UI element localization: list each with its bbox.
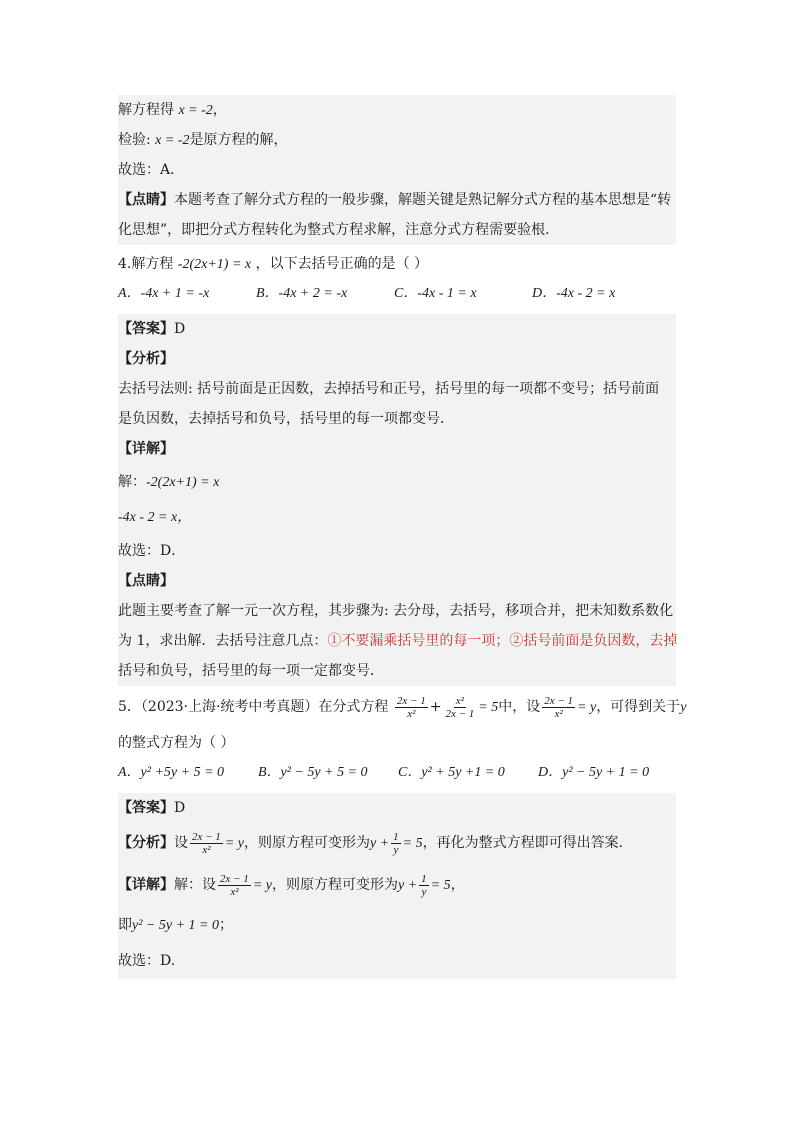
choice-line: 故选：D. (118, 953, 176, 969)
option-a: A．-4x + 1 = -x (118, 286, 210, 301)
fraction: $\frac{\text{x²}}{2x - 1}$ (445, 694, 475, 720)
tip-line: 化思想”，即把分式方程转化为整式方程求解，注意分式方程需要验根． (118, 222, 560, 238)
option-c: C．-4x - 1 = x (394, 286, 477, 301)
option-a: A．y² +5y + 5 = 0 (118, 765, 225, 780)
tip-line: 为 1，求出解．去括号注意几点：①不要漏乘括号里的每一项；②括号前面是负因数，去掉 (118, 633, 678, 649)
question-4-solution (118, 314, 676, 686)
analysis-line: 去括号法则: 括号前面是正因数，去掉括号和正号，括号里的每一项都不变号；括号前面 (118, 381, 660, 397)
question-4-options (118, 279, 676, 309)
tip-label: 【点睛】 (118, 192, 174, 208)
tip-line: 【点睛】本题考查了解分式方程的一般步骤，解题关键是熟记解分式方程的基本思想是“转 (118, 192, 672, 208)
answer-line: 【答案】D (118, 321, 186, 337)
detail-line: 即y² − 5y + 1 = 0； (118, 917, 233, 933)
analysis-line: 是负因数，去掉括号和负号，括号里的每一项都变号． (118, 411, 454, 427)
question-5-stem-line2: 的整式方程为（ ） (118, 735, 235, 751)
analysis-line: 【分析】设 $\frac{2x - 1}{\text{x²}}$ = y，则原方程可变形为y + $\frac{1}{y}$ = 5，再化为整式方程即可得出答案. (118, 830, 624, 856)
tip-line: 括号和负号，括号里的每一项一定都变号． (118, 663, 384, 679)
detail-line: 解：-2(2x+1) = x (118, 474, 220, 490)
fraction: $\frac{1}{y}$ (393, 830, 399, 856)
option-d: D．y² − 5y + 1 = 0 (538, 765, 650, 780)
fraction: $\frac{2x - 1}{\text{x²}}$ (544, 694, 574, 720)
question-5-solution (118, 793, 676, 979)
fraction: $\frac{1}{y}$ (421, 872, 427, 898)
fraction: $\frac{2x - 1}{\text{x²}}$ (192, 830, 221, 856)
question-5-options (118, 758, 676, 788)
fraction: $\frac{2x - 1}{\text{x²}}$ (396, 694, 426, 720)
highlighted-note: ①不要漏乘括号里的每一项；②括号前面是负因数，去掉 (327, 633, 678, 649)
fraction: $\frac{2x - 1}{\text{x²}}$ (220, 872, 249, 898)
detail-label: 【详解】 (118, 441, 174, 457)
option-b: B．y² − 5y + 5 = 0 (258, 765, 368, 780)
choice-line: 故选：A． (118, 162, 185, 178)
previous-solution-block (118, 95, 676, 245)
tip-line: 此题主要考查了解一元一次方程，其步骤为: 去分母，去括号，移项合并，把未知数系数化 (118, 603, 674, 619)
detail-line: -4x - 2 = x， (118, 510, 192, 525)
tip-label: 【点睛】 (118, 573, 174, 589)
option-d: D．-4x - 2 = x (532, 286, 616, 301)
document-page (118, 95, 687, 979)
solution-line: 解方程得 x = -2， (118, 102, 227, 118)
analysis-label: 【分析】 (118, 351, 174, 367)
question-5-stem: 5．（2023·上海·统考中考真题）在分式方程 $\frac{2x - 1}{\text{x²}}$ + $\frac{\text{x²}}{2x - 1}$ = 5中，设 $\frac{2x - 1}{\text{x²}}$ = y，可得到关于y (118, 694, 687, 720)
detail-line: 【详解】解：设 $\frac{2x - 1}{\text{x²}}$ = y，则原方程可变形为y + $\frac{1}{y}$ = 5， (118, 872, 465, 898)
check-line: 检验: x = -2是原方程的解， (118, 132, 288, 148)
option-b: B．-4x + 2 = -x (256, 286, 348, 301)
answer-line: 【答案】D (118, 800, 186, 816)
question-4-stem: 4.解方程 -2(2x+1) = x ，以下去括号正确的是（ ） (118, 256, 429, 272)
option-c: C．y² + 5y +1 = 0 (398, 765, 505, 780)
choice-line: 故选：D． (118, 543, 186, 559)
